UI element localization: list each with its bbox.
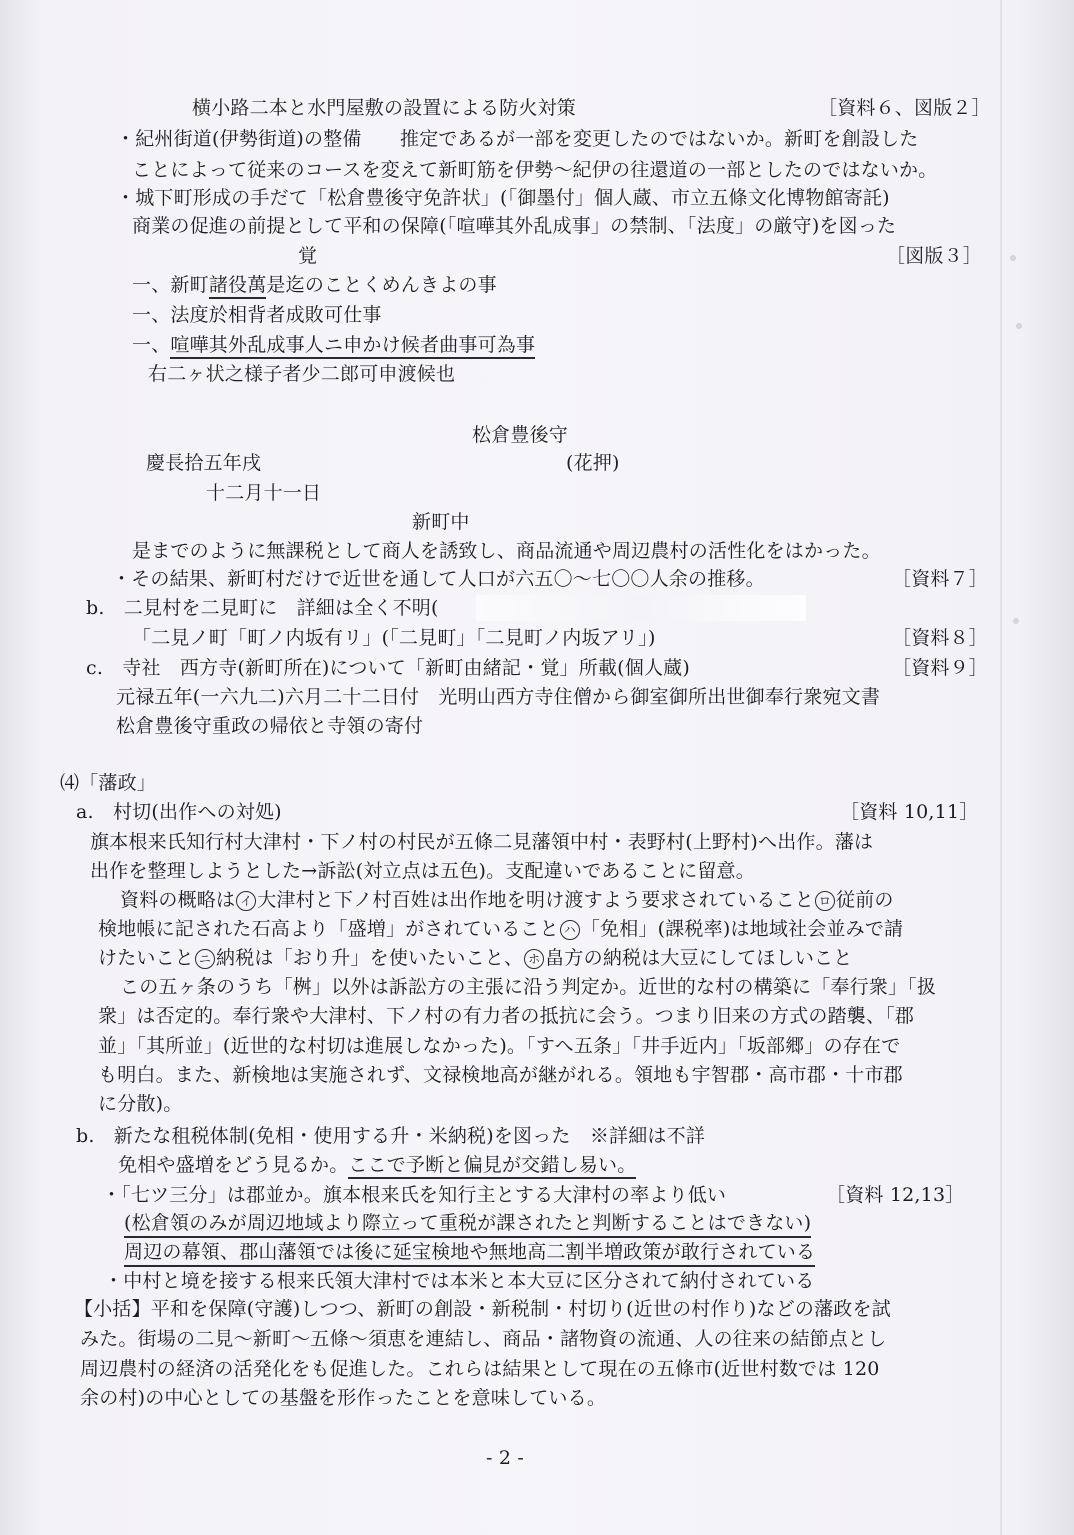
paper-fold bbox=[1000, 0, 1002, 1535]
subsection-title: a. 村切(出作への対処) bbox=[76, 801, 282, 823]
section-heading: ⑷「藩政」 bbox=[60, 772, 157, 794]
body-line: 並」「其所並」(近世的な村切は進展しなかった)。「すへ五条」「井手近内」「坂部郷」の存在で bbox=[98, 1035, 901, 1057]
body-line: この五ヶ条のうち「桝」以外は訴訟方の主張に沿う判定か。近世的な村の構築に「奉行衆」「扱 bbox=[120, 976, 937, 998]
circled-marker: ハ bbox=[560, 920, 580, 940]
body-line: 免相や盛増をどう見るか。ここで予断と偏見が交錯し易い。 bbox=[118, 1153, 636, 1177]
body-line: ・紀州街道(伊勢街道)の整備 推定であるが一部を変更したのではないか。新町を創設した bbox=[116, 128, 919, 150]
doc-date: 慶長拾五年戌 bbox=[146, 452, 262, 474]
header-line: 横小路二本と水門屋敷の設置による防火対策 bbox=[192, 97, 577, 119]
body-line: 衆」は否定的。奉行衆や大津村、下ノ村の有力者の抵抗に会う。つまり旧来の方式の踏襲、「郡 bbox=[98, 1005, 915, 1027]
body-line: c. 寺社 西方寺(新町所在)について「新町由緒記・覚」所載(個人蔵) bbox=[86, 657, 690, 679]
doc-item-1: 一、新町諸役萬是迄のことくめんきよの事 bbox=[132, 273, 497, 297]
body-line: 旗本根来氏知行村大津村・下ノ村の村民が五條二見藩領中村・表野村(上野村)へ出作。藩は bbox=[90, 831, 874, 853]
circled-marker: イ bbox=[236, 891, 256, 911]
doc-day: 十二月十一日 bbox=[206, 482, 322, 504]
summary-line: 周辺農村の経済の活発化をも促進した。これらは結果として現在の五條市(近世村数では 120 bbox=[80, 1358, 880, 1380]
doc-kao: (花押) bbox=[566, 452, 620, 474]
body-line: ・城下町形成の手だて「松倉豊後守免許状」(「御墨付」個人蔵、市立五條文化博物館寄託) bbox=[116, 187, 890, 209]
summary-line: 余の村)の中心としての基盤を形作ったことを意味している。 bbox=[80, 1387, 607, 1409]
doc-heading: 覚 bbox=[298, 245, 318, 267]
body-line: に分散)。 bbox=[98, 1093, 183, 1115]
circled-marker: ホ bbox=[524, 949, 544, 969]
ref-label: ［資料８］ bbox=[892, 627, 989, 649]
ref-label: ［資料 12,13］ bbox=[826, 1184, 965, 1206]
body-line: 商業の促進の前提として平和の保障(「喧嘩其外乱成事」の禁制、「法度」の厳守)を図った bbox=[132, 215, 897, 237]
subsection-title: b. 新たな租税体制(免相・使用する升・米納税)を図った ※詳細は不詳 bbox=[76, 1125, 706, 1147]
body-line: 「二見ノ町「町ノ内坂有リ」(「二見町」「二見町ノ内坂アリ」) bbox=[132, 627, 656, 649]
body-line: ・その結果、新町村だけで近世を通して人口が六五〇～七〇〇人余の推移。 bbox=[112, 568, 765, 590]
staple-mark bbox=[1010, 255, 1016, 261]
doc-note: 右二ヶ状之様子者少二郎可申渡候也 bbox=[148, 363, 456, 385]
body-line: b. 二見村を二見町に 詳細は全く不明( bbox=[86, 597, 439, 619]
body-line: 検地帳に記された石高より「盛増」がされていること ハ 「免相」(課税率)は地域社会並みで請 bbox=[98, 918, 904, 940]
ref-label: ［資料 10,11］ bbox=[840, 801, 979, 823]
staple-mark bbox=[1013, 618, 1019, 624]
doc-lord: 松倉豊後守 bbox=[472, 424, 569, 446]
ref-label: ［資料７］ bbox=[892, 568, 989, 590]
summary-line: みた。街場の二見～新町～五條～須恵を連結し、商品・諸物資の流通、人の往来の結節点とし bbox=[80, 1328, 887, 1350]
body-line: 元禄五年(一六九二)六月二十二日付 光明山西方寺住僧から御室御所出世御奉行衆宛文書 bbox=[116, 686, 881, 708]
staple-mark bbox=[1016, 323, 1022, 329]
redaction-mark bbox=[476, 595, 806, 621]
doc-item-3: 一、喧嘩其外乱成事人ニ申かけ候者曲事可為事 bbox=[132, 333, 535, 357]
underlined-line: 周辺の幕領、郡山藩領では後に延宝検地や無地高二割半増政策が敢行されている bbox=[124, 1240, 815, 1267]
body-line: も明白。また、新検地は実施されず、文禄検地高が継がれる。領地も宇智郡・高市郡・十市郡 bbox=[98, 1064, 903, 1086]
body-line: けたいこと ニ 納税は「おり升」を使いたいこと、 ホ 畠方の納税は大豆にしてほしいこと bbox=[98, 947, 853, 969]
summary-line: 【小括】平和を保障(守護)しつつ、新町の創設・新税制・村切り(近世の村作り)などの藩政を試 bbox=[74, 1298, 891, 1320]
circled-marker: ニ bbox=[195, 949, 215, 969]
body-line: ・中村と境を接する根来氏領大津村では本米と本大豆に区分されて納付されている bbox=[104, 1270, 815, 1292]
underlined-line: (松倉領のみが周辺地域より際立って重税が課されたと判断することはできない) bbox=[124, 1211, 811, 1238]
ref-label: ［資料９］ bbox=[892, 657, 989, 679]
body-line: 出作を整理しようとした→訴訟(対立点は五色)。支配違いであることに留意。 bbox=[90, 860, 755, 882]
body-line: 是までのように無課税として商人を誘致し、商品流通や周辺農村の活性化をはかった。 bbox=[132, 540, 881, 562]
circled-marker: ロ bbox=[815, 891, 835, 911]
doc-item-2: 一、法度於相背者成敗可仕事 bbox=[132, 304, 382, 326]
body-line: 松倉豊後守重政の帰依と寺領の寄付 bbox=[116, 715, 424, 737]
ref-label: ［資料６、図版２］ bbox=[818, 97, 991, 119]
doc-addressee: 新町中 bbox=[412, 511, 470, 533]
body-line: ・「七ツ三分」は郡並か。旗本根来氏を知行主とする大津村の率より低い bbox=[102, 1184, 727, 1206]
ref-label: ［図版３］ bbox=[886, 245, 983, 267]
page-number: - 2 - bbox=[486, 1447, 525, 1469]
body-line: 資料の概略は イ 大津村と下ノ村百姓は出作地を明け渡すよう要求されていること ロ 従前の bbox=[120, 889, 894, 911]
body-line: ことによって従来のコースを変えて新町筋を伊勢～紀伊の往還道の一部としたのではないか。 bbox=[132, 159, 938, 181]
